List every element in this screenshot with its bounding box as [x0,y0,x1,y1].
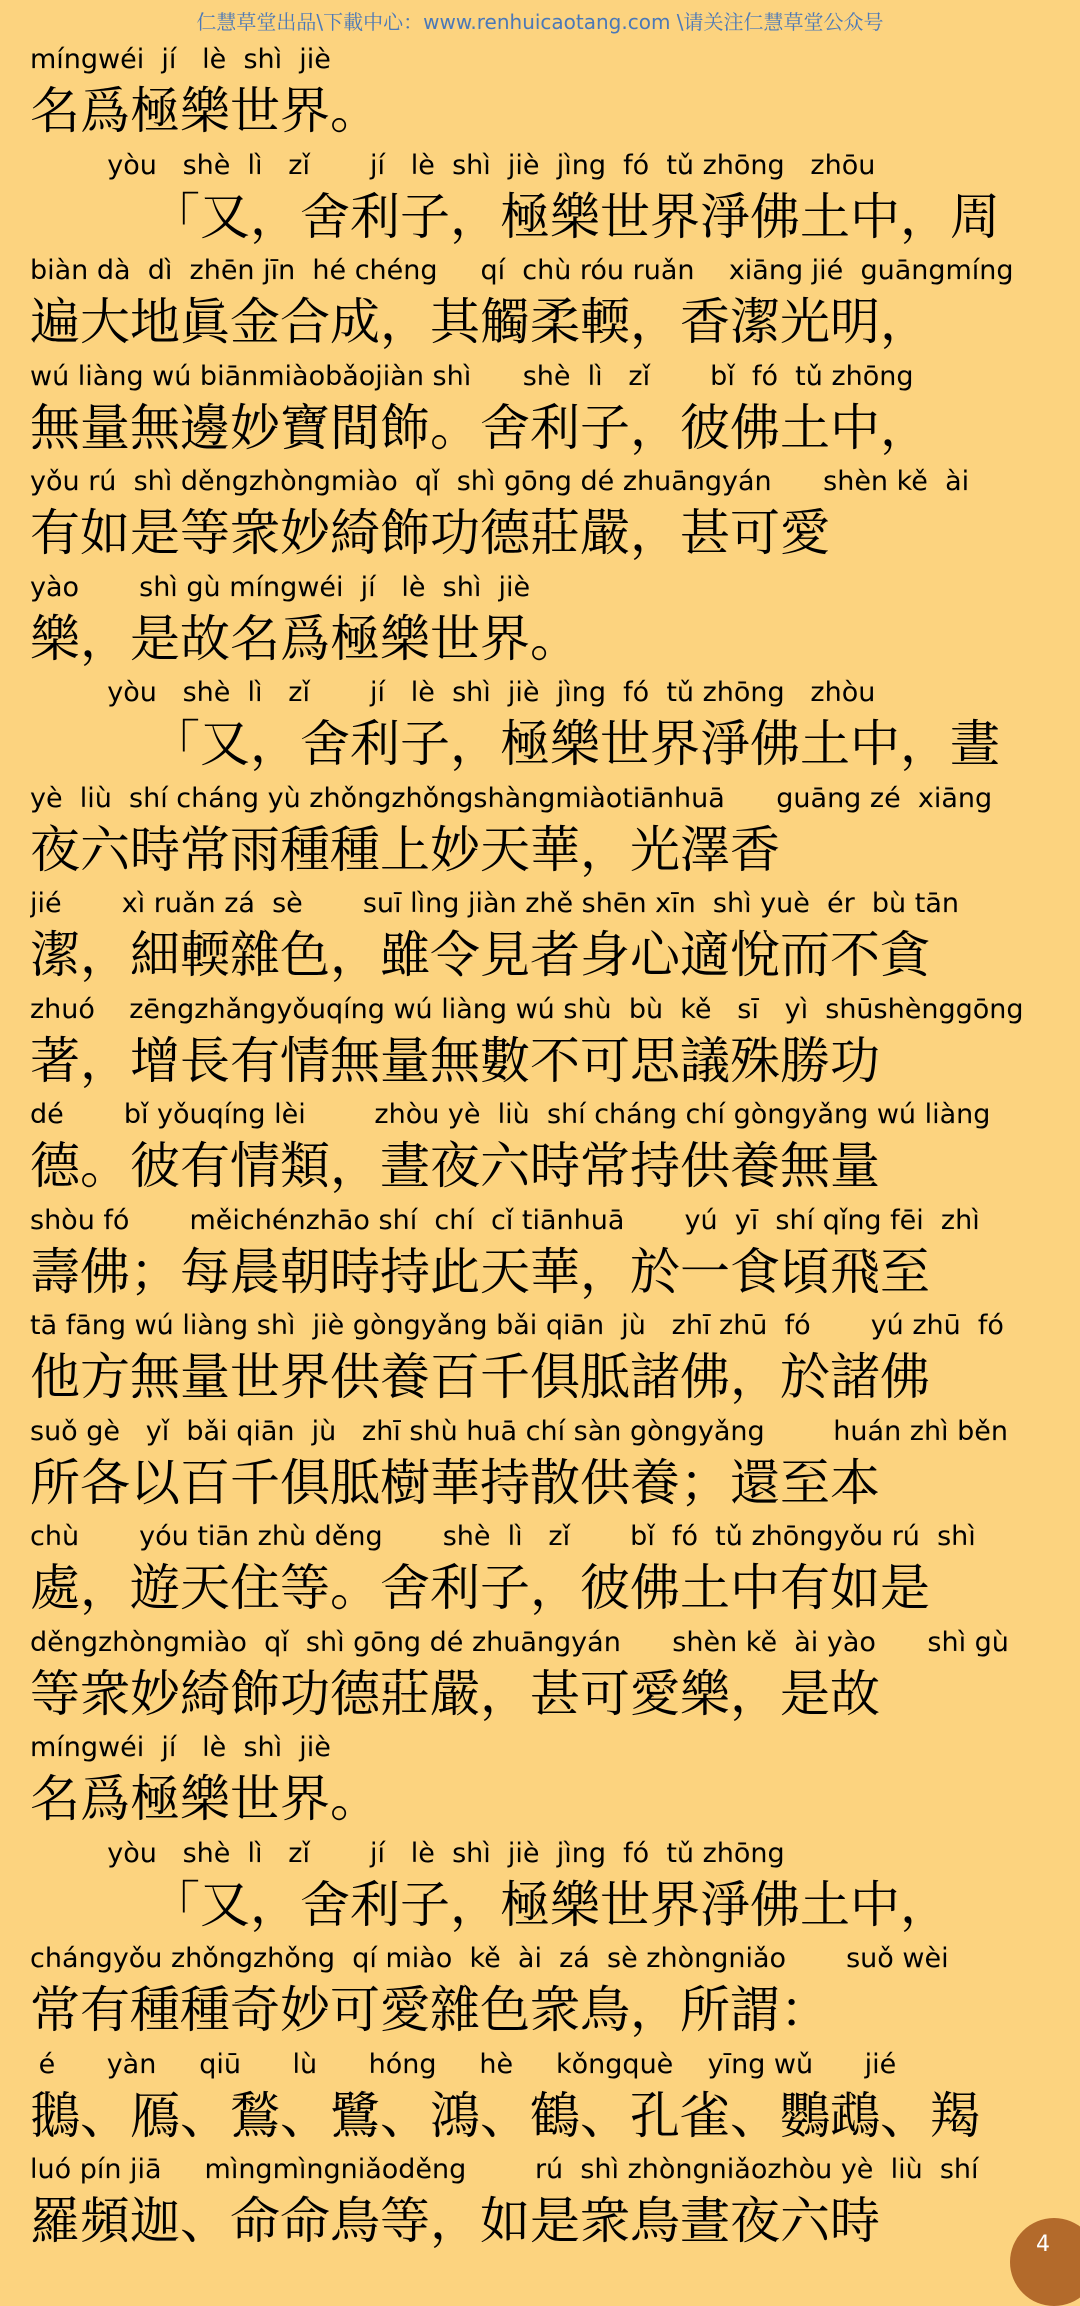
pinyin-line: míngwéi jí lè shì jiè [30,1732,331,1763]
hanzi-line: 名爲極樂世界。 [30,1770,380,1828]
hanzi-line: 「又，舍利子，極樂世界淨佛土中，周 [150,187,1000,246]
hanzi-line: 他方無量世界供養百千俱胝諸佛，於諸佛 [30,1348,930,1406]
pinyin-line: luó pín jiā mìngmìngniǎoděng rú shì zhòngniǎozhòu yè liù shí [30,2154,979,2185]
pinyin-line: yè liù shí cháng yù zhǒngzhǒngshàngmiàotiānhuā guāng zé xiāng [30,782,993,814]
text-line [30,779,1050,884]
text-line [30,40,1050,145]
pinyin-line: dé bǐ yǒuqíng lèi zhòu yè liù shí cháng chí gòngyǎng wú liàng [30,1099,991,1130]
pinyin-line: yǒu rú shì děngzhòngmiào qǐ shì gōng dé zhuāngyán shèn kě ài [30,466,970,497]
hanzi-line: 等衆妙綺飾功德莊嚴，甚可愛樂，是故 [30,1664,880,1723]
pinyin-line: zhuó zēngzhǎngyǒuqíng wú liàng wú shù bù kě sī yì shūshènggōng [30,993,1024,1025]
hanzi-line: 遍大地眞金合成，其觸柔輭，香潔光明， [30,293,930,351]
hanzi-line: 所各以百千俱胝樹華持散供養；還至本 [30,1453,880,1512]
hanzi-line: 名爲極樂世界。 [30,82,380,140]
text-line [30,357,1050,462]
pinyin-line: chù yóu tiān zhù děng shè lì zǐ bǐ fó tǔ zhōngyǒu rú shì [30,1521,976,1552]
hanzi-line: 鵝、鴈、鶖、鷺、鴻、鶴、孔雀、鸚鵡、羯 [30,2086,980,2145]
text-line [30,1306,1050,1411]
text-line [30,146,1050,251]
text-line [30,990,1050,1095]
pinyin-line: tā fāng wú liàng shì jiè gòngyǎng bǎi qiān jù zhī zhū fó yú zhū fó [30,1310,1004,1341]
pinyin-line: děngzhòngmiào qǐ shì gōng dé zhuāngyán shèn kě ài yào shì gù [30,1626,1009,1658]
hanzi-line: 常有種種奇妙可愛雜色衆鳥，所謂： [30,1981,830,2039]
text-line [30,1623,1050,1728]
pinyin-line: shòu fó měichénzhāo shí chí cǐ tiānhuā yú yī shí qǐng fēi zhì [30,1204,980,1236]
hanzi-line: 夜六時常雨種種上妙天華，光澤香 [30,820,780,879]
pinyin-line: yòu shè lì zǐ jí lè shì jiè jìng fó tǔ zhōng [30,1837,785,1869]
text-line [30,1095,1050,1200]
hanzi-line: 無量無邊妙寶間飾。舍利子，彼佛土中， [30,398,930,457]
hanzi-line: 樂，是故名爲極樂世界。 [30,609,580,668]
text-line [30,1412,1050,1517]
pinyin-line: biàn dà dì zhēn jīn hé chéng qí chù róu ruǎn xiāng jié guāngmíng [30,255,1014,286]
pinyin-line: yòu shè lì zǐ jí lè shì jiè jìng fó tǔ zhōng zhòu [30,677,876,708]
download-header: 仁慧草堂出品\下載中心：www.renhuicaotang.com \请关注仁慧草堂公众号 [196,10,884,34]
pinyin-line: chángyǒu zhǒngzhǒng qí miào kě ài zá sè zhòngniǎo suǒ wèi [30,1943,949,1974]
pinyin-line: yào shì gù míngwéi jí lè shì jiè [30,571,531,603]
text-line [30,1517,1050,1622]
text-line [30,1728,1050,1833]
text-line [30,1939,1050,2044]
text-line [30,884,1050,989]
text-line [30,462,1050,567]
text-line [30,673,1050,778]
text-line [30,2045,1050,2150]
hanzi-line: 德。彼有情類，晝夜六時常持供養無量 [30,1137,880,1195]
text-line [30,568,1050,673]
hanzi-line: 有如是等衆妙綺飾功德莊嚴，甚可愛 [30,504,830,562]
hanzi-line: 壽佛；每晨朝時持此天華，於一食頃飛至 [30,1242,930,1301]
hanzi-line: 潔，細輭雜色，雖令見者身心適悅而不貪 [30,926,930,984]
hanzi-line: 「又，舍利子，極樂世界淨佛土中， [150,1875,950,1934]
hanzi-line: 著，增長有情無量無數不可思議殊勝功 [30,1031,880,1090]
pinyin-line: suǒ gè yǐ bǎi qiān jù zhī shù huā chí sàn gòngyǎng huán zhì běn [30,1415,1008,1447]
hanzi-line: 「又，舍利子，極樂世界淨佛土中，晝 [150,715,1000,773]
pinyin-line: jié xì ruǎn zá sè suī lìng jiàn zhě shēn xīn shì yuè ér bù tān [30,888,959,919]
pinyin-line: míngwéi jí lè shì jiè [30,44,331,75]
hanzi-line: 羅頻迦、命命鳥等，如是衆鳥晝夜六時 [30,2192,880,2250]
text-line [30,2150,1050,2255]
text-line [30,1834,1050,1939]
pinyin-line: yòu shè lì zǐ jí lè shì jiè jìng fó tǔ zhōng zhōu [30,149,876,181]
pinyin-line: wú liàng wú biānmiàobǎojiàn shì shè lì zǐ bǐ fó tǔ zhōng [30,360,914,392]
text-line [30,251,1050,356]
hanzi-line: 處，遊天住等。舍利子，彼佛土中有如是 [30,1559,930,1617]
pinyin-line: é yàn qiū lù hóng hè kǒngquè yīng wǔ jié [30,2048,897,2080]
page-number: 4 [1036,2232,1050,2257]
text-line [30,1201,1050,1306]
